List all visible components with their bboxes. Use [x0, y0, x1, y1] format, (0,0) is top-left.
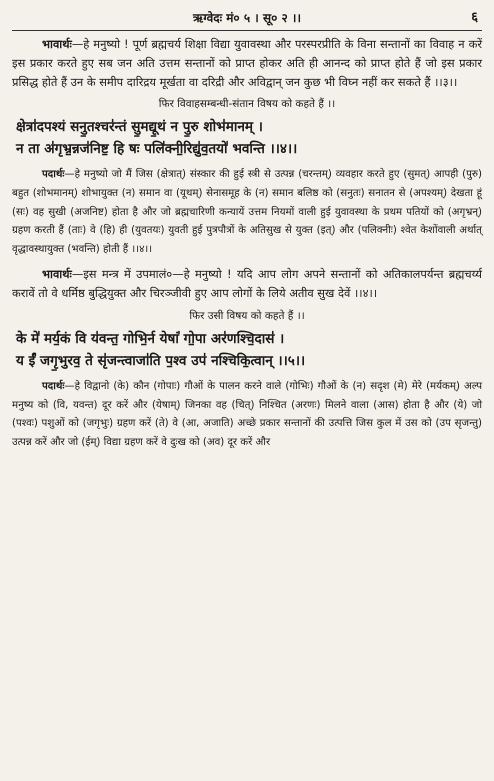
bhavartha-label: भावार्थः: [42, 267, 72, 282]
padartha-label: पदार्थः: [42, 169, 65, 181]
mantra-4-line-1: क्षेत्रा॑दपश्यं सनु॒तश्चर॑न्तं सु॒मद्यू॒थं न पु॒रु शोभ॑मानम् ।: [16, 119, 263, 136]
mantra-5-line-2: य ईं॑ जगृ॒भुरव॒ ते सृ॑जन्त्वाजा॑ति प॒श्व उप॑ नश्चिकि॒त्वान् ।।५।।: [16, 352, 306, 369]
section-intro: फिर उसी विषय को कहते हैं ।।: [189, 309, 305, 322]
padartha-text: —हे विद्वानो (के) कौन (गोपाः) गौओं के पालन करने वाले (गोभिः) गौओं के (न) सदृश (मे) मेरे (मर्यकम्) अल्प मनुष्य को (वि, यवन्त) दूर करें और (येषाम्) जिनका वह (चित्) निश्चित (अरणः) मिलने वाला (आस) होता है और (ये) जो (पश्वः) पशुओं को (जगृभुः) ग्रहण करें (ते) वे (आ, अजाति) अच्छे प्रकार सन्तानों की उत्पत्ति जिस कुल में उस को (उप सृजन्तु) उत्पन्न करें और जो (ईम्) विद्या ग्रहण करें वे दुःख को (अव) दूर करें और: [12, 380, 482, 448]
header-rule: [12, 30, 482, 31]
padartha-4: [12, 166, 482, 259]
section-intro: फिर विवाहसम्बन्धी-संतान विषय को कहते हैं ।।: [158, 98, 336, 111]
mantra-4-line-2: न ता अ॑गृभ्र॒न्नज॑निष्ट॒ हि षः पलि॑क्नी॒रिद्यु॑व॒तयो॑ भवन्ति ।।४।।: [16, 141, 298, 158]
bhavartha-4: [12, 265, 482, 303]
bhavartha-text: —इस मन्त्र में उपमालं०—हे मनुष्यो ! यदि आप लोग अपने सन्तानों को अतिकालपर्यन्त ब्रह्मचर्य्य करावें तो वे धर्मिष्ठ बुद्धियुक्त और चिरञ्जीवी हुए आप लोगों के लिये अतीव सुख देवें ।।४।।: [12, 267, 482, 301]
running-title: ऋग्वेदः मं० ५ । सू० २ ।।: [192, 11, 302, 25]
padartha-label: पदार्थः: [42, 380, 65, 392]
bhavartha-label: भावार्थः: [42, 37, 72, 51]
bhavartha-text: —हे मनुष्यो ! पूर्ण ब्रह्मचर्य शिक्षा विद्या युवावस्था और परस्परप्रीति के विना सन्तानों का विवाह न करें इस प्रकार करते हुए सब जन अति उत्तम सन्तानों को प्राप्त होकर अति ही आनन्द को प्राप्त होते हैं जो इस प्रकार प्रसिद्ध होते हैं उन के समीप दारिद्रय मूर्खता वा दरिद्री और अविद्वान् जन कुछ भी विघ्न नहीं कर सकते हैं ।।३।।: [12, 37, 482, 89]
mantra-5-line-1: के मे॑ मर्य॒कं वि य॑वन्त॒ गोभि॒र्न येषां॑ गो॒पा अर॑णश्चि॒दास॑ ।: [16, 330, 285, 347]
padartha-text: —हे मनुष्यो जो मैं जिस (क्षेत्रात्) संस्कार की हुई स्त्री से उत्पन्न (चरन्तम्) व्यवहार करते हुए (सुमत्) आपही (पुरु) बहुत (शोभमानम्) शोभायुक्त (न) समान वा (यूथम्) सेनासमूह के (न) समान बलिष्ठ को (सनुतः) सनातन से (अपश्यम्) देखता हूं (सः) वह सुखी (अजनिष्ट) होता है और जो ब्रह्मचारिणी कन्यायें उत्तम नियमों वाली हुई युवावस्था के प्रथम पतियों को (अगृभ्रन्) ग्रहण करती हैं (ताः) वे (हि) ही (युवतयः) युवती हुई पुत्रपौत्रों के अतिसुख से युक्त (इत्) और (पलिक्नीः) श्वेत केशोंवाली अर्थात् वृद्धावस्थायुक्त (भवन्ति) होती हैं ।।४।।: [12, 169, 482, 255]
page-number: ६: [471, 10, 478, 25]
bhavartha-3: [12, 35, 482, 91]
padartha-5: [12, 378, 482, 452]
page-header: [12, 6, 482, 30]
